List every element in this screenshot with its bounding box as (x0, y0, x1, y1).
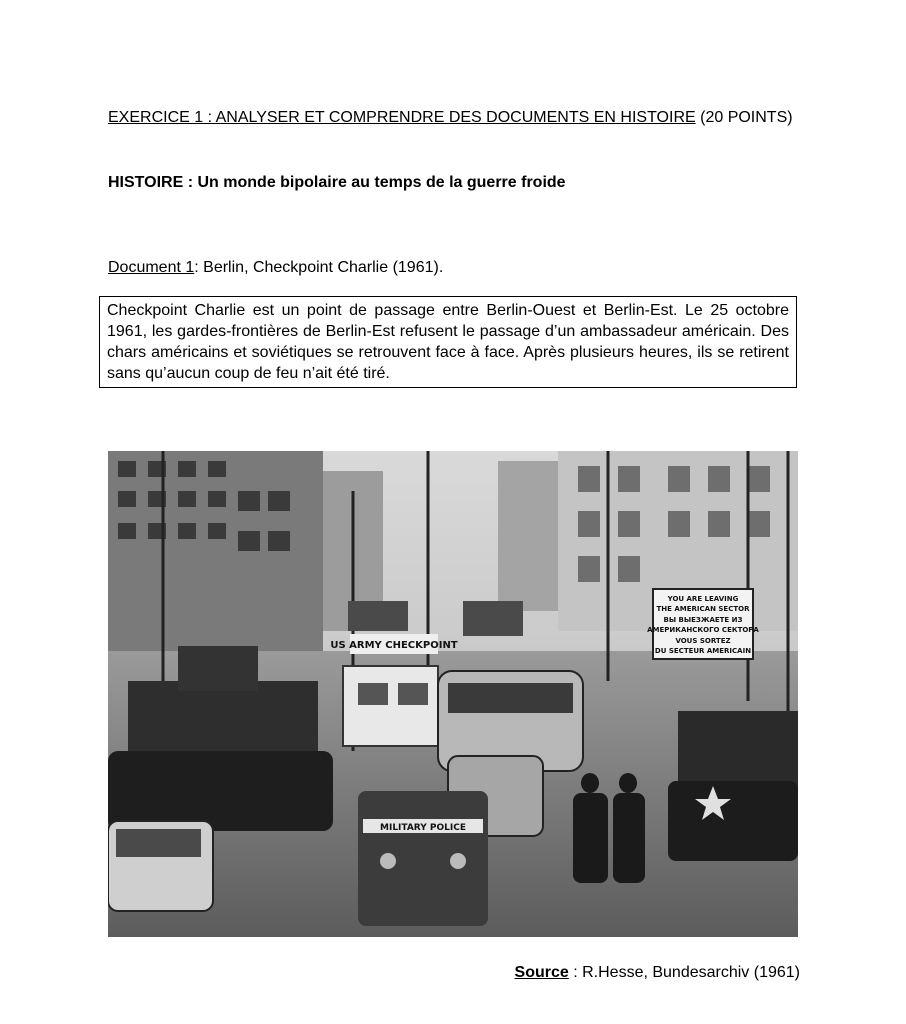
context-box: Checkpoint Charlie est un point de passage entre Berlin-Ouest et Berlin-Est. Le 25 octobre 1961, les gardes-frontières de Berlin-Est refusent le passage d’un ambassadeur américain. Des chars américains et soviétiques se retrouvent face à face. Après plusieurs heures, ils se retirent sans qu’aucun coup de feu n’ait été tiré. (99, 296, 797, 388)
warning-line-5: VOUS SORTEZ (675, 637, 731, 645)
checkpoint-booth (343, 666, 438, 746)
exercise-title-underlined: EXERCICE 1 : ANALYSER ET COMPRENDRE DES DOCUMENTS EN HISTOIRE (108, 109, 696, 126)
checkpoint-sign: US ARMY CHECKPOINT (330, 640, 458, 651)
source-text: : R.Hesse, Bundesarchiv (1961) (568, 964, 800, 981)
warning-line-3: ВЫ ВЫЕЗЖАЕТЕ ИЗ (663, 616, 743, 624)
document-heading (108, 258, 808, 278)
exercise-title (108, 108, 818, 128)
exercise-points: (20 POINTS) (695, 109, 793, 126)
checkpoint-charlie-photo (108, 451, 798, 937)
source-label: Source (514, 964, 569, 981)
warning-line-6: DU SECTEUR AMERICAIN (654, 647, 752, 655)
military-police-jeep (358, 791, 488, 926)
right-tank (668, 711, 798, 861)
document-caption: : Berlin, Checkpoint Charlie (1961). (194, 259, 444, 276)
jeep-plate: MILITARY POLICE (380, 823, 466, 833)
section-title: HISTOIRE : Un monde bipolaire au temps de la guerre froide (108, 174, 566, 191)
warning-line-2: THE AMERICAN SECTOR (656, 605, 750, 613)
left-building (108, 451, 323, 651)
warning-line-1: YOU ARE LEAVING (667, 595, 739, 603)
photo-source (500, 963, 800, 983)
document-label: Document 1 (108, 259, 195, 276)
car-left (108, 821, 213, 911)
warning-line-4: АМЕРИКАНСКОГО СЕКТОРА (647, 626, 759, 634)
